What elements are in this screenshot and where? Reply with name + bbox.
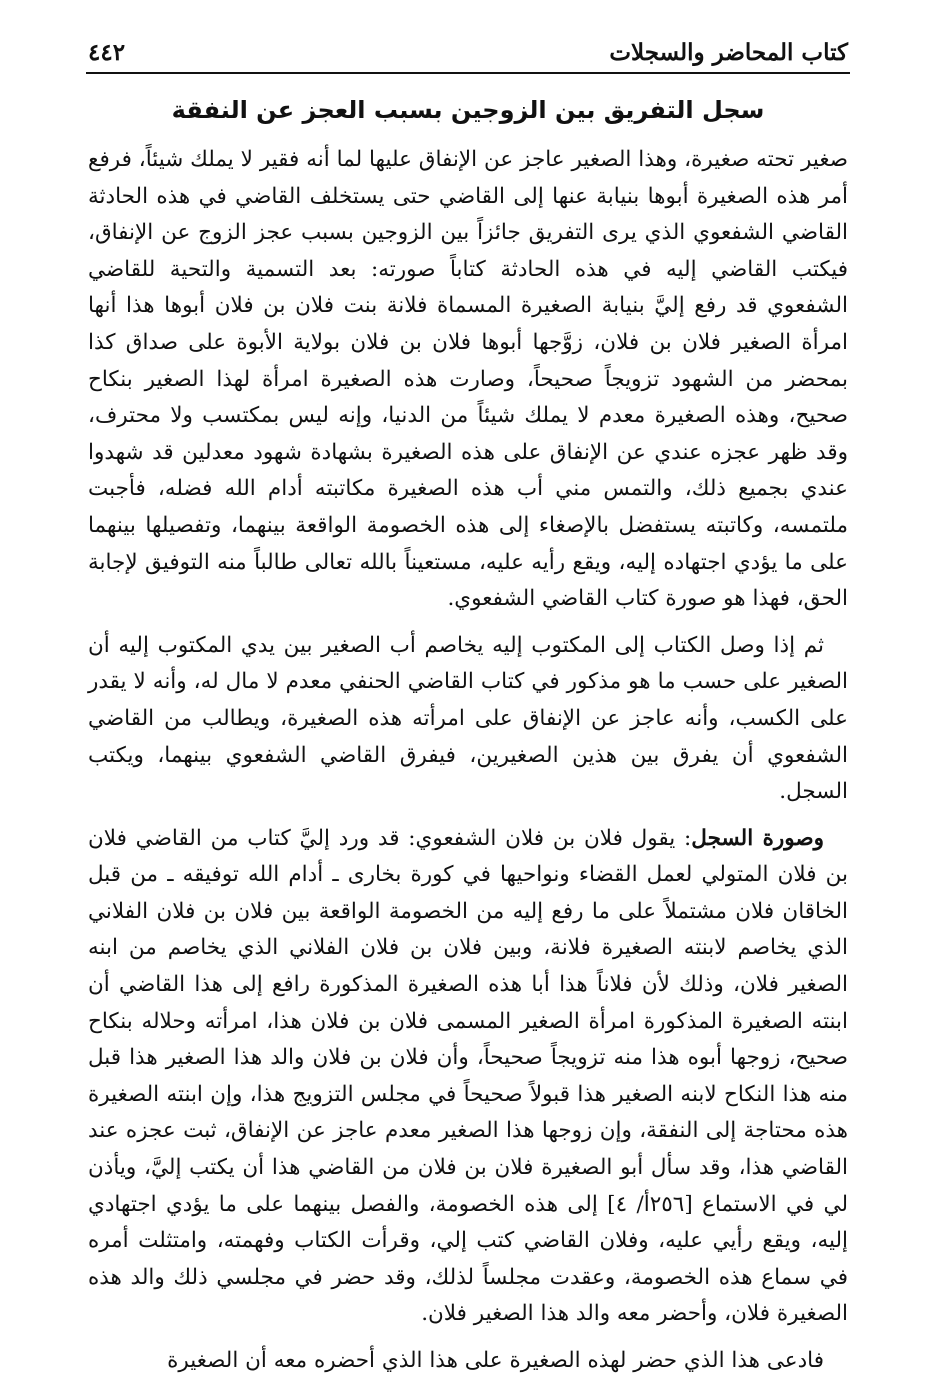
page-number: ٤٤٢ [88,39,126,66]
book-title: كتاب المحاضر والسجلات [609,39,848,66]
paragraph-3-lead: وصورة السجل [691,825,824,851]
body-text [88,142,848,1380]
paragraph-3 [88,821,848,1333]
running-header [88,26,848,66]
paragraph-2: ثم إذا وصل الكتاب إلى المكتوب إليه يخاصم أب الصغير بين يدي المكتوب إليه أن الصغير على حسب ما هو مذكور في كتاب القاضي الحنفي معدم لا مال له، وأنه لا يقدر على الكسب، وأنه عاجز عن الإنفاق على امرأته هذه الصغيرة، ويطالب من القاضي الشفعوي أن يفرق بين هذين الصغيرين، فيفرق القاضي الشفعوي بينهما، ويكتب السجل. [88,632,848,805]
paragraph-1: صغير تحته صغيرة، وهذا الصغير عاجز عن الإنفاق عليها لما أنه فقير لا يملك شيئاً، فرفع أمر هذه الصغيرة أبوها بنيابة عنها إلى القاضي حتى يستخلف القاضي في هذه الحادثة القاضي الشفعوي الذي يرى التفريق جائزاً بين الزوجين بسبب عجز الزوج عن الإنفاق، فيكتب القاضي إليه في هذه الحادثة كتاباً صورته: بعد التسمية والتحية للقاضي الشفعوي قد رفع إليَّ بنيابة الصغيرة المسماة فلانة بنت فلان بن فلان أبوها هذا أنها امرأة الصغير فلان بن فلان، زوَّجها أبوها فلان بن فلان بولاية الأبوة على صداق كذا بمحضر من الشهود تزويجاً صحيحاً، وصارت هذه الصغيرة امرأة لهذا الصغير بنكاح صحيح، وهذه الصغيرة معدم لا يملك شيئاً من الدنيا، وإنه ليس بمكتسب ولا محترف، وقد ظهر عجزه عندي عن الإنفاق على هذه الصغيرة بشهادة شهود معدلين قد شهدوا عندي بجميع ذلك، والتمس مني أب هذه الصغيرة مكاتبته أدام الله فضله، فأجبت ملتمسه، وكاتبته يستفضل بالإصغاء إلى هذه الخصومة الواقعة بينهما، وتفصيلها بينهما على ما يؤدي اجتهاده إليه، ويقع رأيه عليه، مستعيناً بالله تعالى طالباً منه التوفيق لإجابة الحق، فهذا هو صورة كتاب القاضي الشفعوي. [88,147,848,612]
section-title: سجل التفريق بين الزوجين بسبب العجز عن النفقة [171,96,765,124]
paragraph-4: فادعى هذا الذي حضر لهذه الصغيرة على هذا الذي أحضره معه أن الصغيرة [167,1348,824,1373]
header-rule [86,72,850,74]
paragraph-3-text: : يقول فلان بن فلان الشفعوي: قد ورد إليَّ كتاب من القاضي فلان بن فلان المتولي لعمل القضاء ونواحيها في كورة بخارى ـ أدام الله توفيقه ـ من قبل الخاقان فلان مشتملاً على ما رفع إليه من الخصومة الواقعة بين فلان بن فلان الفلاني الذي يخاصم لابنته الصغيرة فلانة، وبين فلان بن فلان الفلاني الذي يخاصم من ابنه الصغير فلان، وذلك لأن فلاناً هذا أبا هذه الصغيرة المذكورة رافع إلى هذا القاضي أن ابنته الصغيرة المذكورة امرأة الصغير المسمى فلان بن فلان هذا، امرأته وحلاله بنكاح صحيح، زوجها أبوه هذا منه تزويجاً صحيحاً، وأن فلان بن فلان والد هذا الصغير هذا قبل منه هذا النكاح لابنه الصغير هذا قبولاً صحيحاً في مجلس التزويج هذا، وإن ابنته الصغيرة هذه محتاجة إلى النفقة، وإن زوجها هذا الصغير معدم عاجز عن الإنفاق، ثبت عجزه عند القاضي هذا، وقد سأل أبو الصغيرة فلان بن فلان من القاضي هذا أن يكتب إليَّ، ويأذن لي في الاستماع [٢٥٦أ/ ٤] إلى هذه الخصومة، والفصل بينهما على ما يؤدي اجتهادي إليه، ويقع رأيي عليه، وفلان القاضي كتب إلي، وقرأت الكتاب وفهمته، وامتثلت أمره في سماع هذه الخصومة، وعقدت مجلساً لذلك، وقد حضر في مجلسي ذلك والد هذه الصغيرة فلان، وأحضر معه والد هذا الصغير فلان. [88,825,848,1327]
